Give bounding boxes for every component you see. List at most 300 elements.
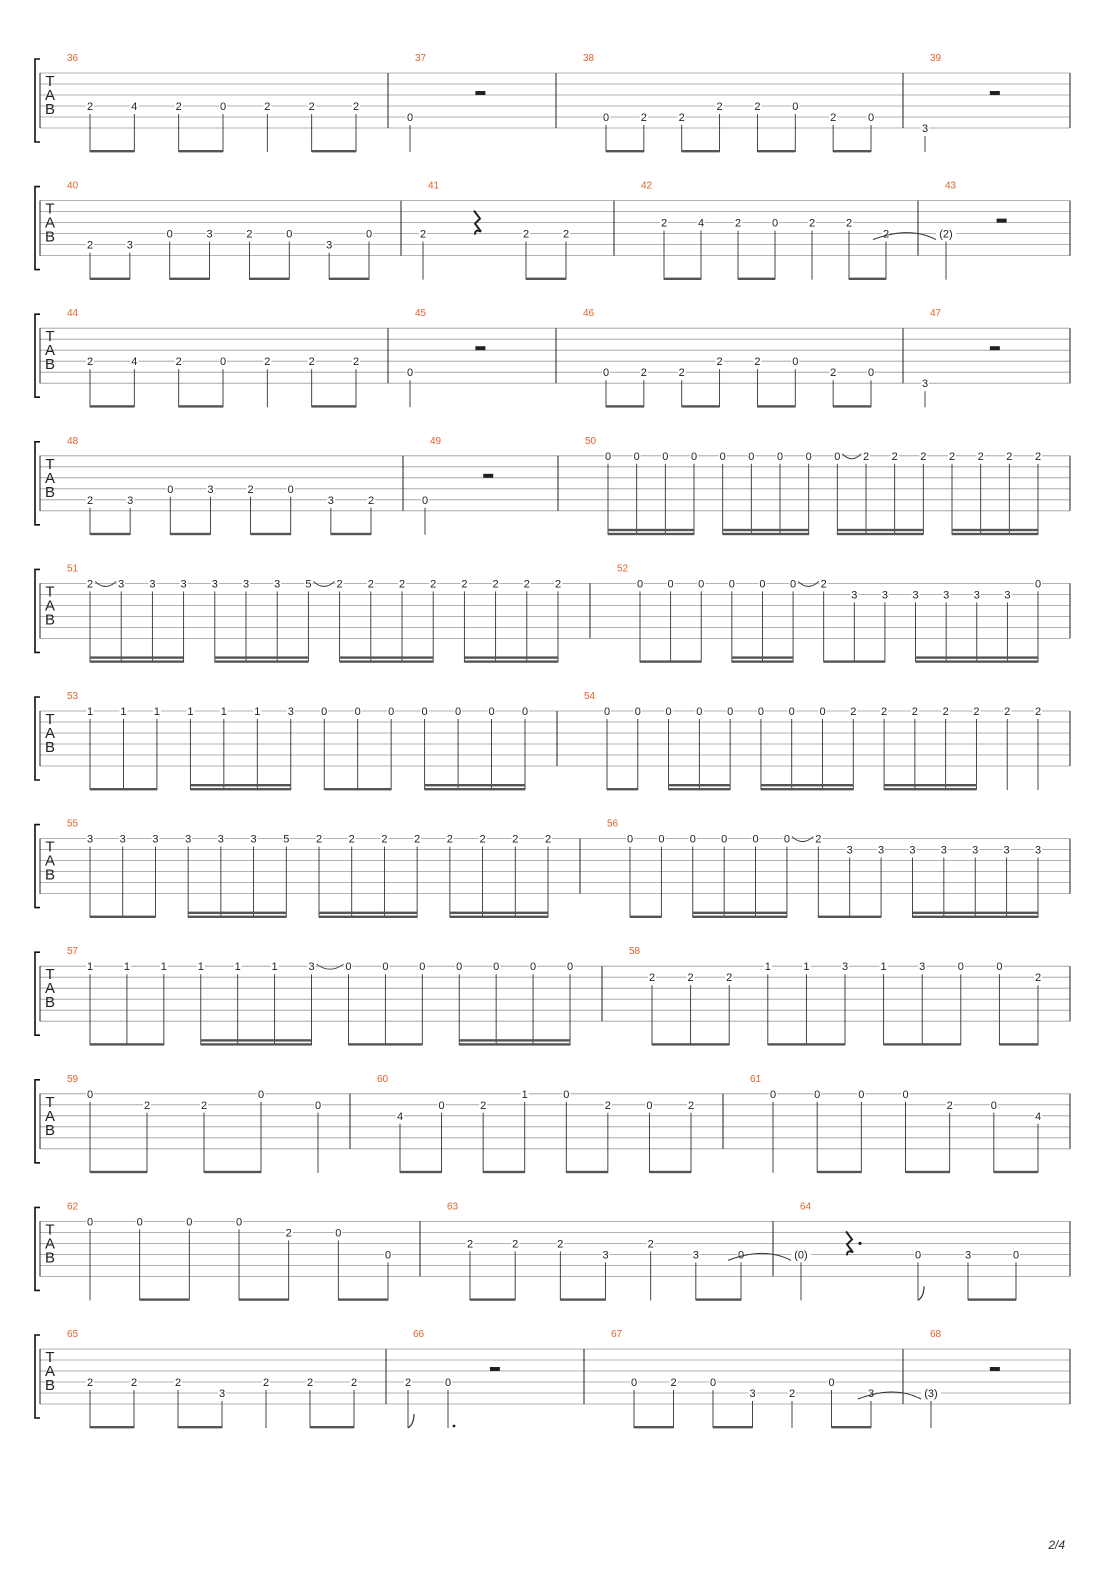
fret-number: 2 <box>604 1099 611 1112</box>
fret-number: 2 <box>523 578 530 591</box>
beam <box>952 529 1038 531</box>
fret-number: 0 <box>421 706 428 718</box>
tab-note <box>648 971 656 1045</box>
tab-clef-letter: T <box>45 200 55 218</box>
fret-number: 3 <box>749 1388 756 1400</box>
tab-note <box>446 833 454 918</box>
fret-number: 3 <box>326 239 333 252</box>
tab-note <box>479 1099 487 1173</box>
measure-number: 38 <box>583 53 595 64</box>
measure <box>421 436 493 535</box>
tab-note <box>948 450 956 535</box>
beam <box>606 405 644 407</box>
fret-number: 2 <box>308 356 315 369</box>
beam <box>732 656 793 658</box>
measure <box>67 1329 358 1428</box>
tab-note <box>749 1387 757 1428</box>
tab-note <box>271 960 279 1045</box>
tab-note <box>219 100 227 152</box>
system <box>35 1201 1070 1300</box>
tab-note <box>282 833 290 918</box>
fret-number: 0 <box>419 961 426 974</box>
beam <box>249 278 289 280</box>
system <box>35 1074 1070 1173</box>
tab-note <box>908 844 916 918</box>
fret-number: 0 <box>493 961 500 974</box>
measure-number: 46 <box>583 308 595 320</box>
tab-note <box>647 1237 655 1300</box>
beam <box>170 278 210 280</box>
tab-note <box>86 355 94 407</box>
tab-note <box>488 705 496 790</box>
tab-note <box>720 833 728 918</box>
measure-number: 39 <box>930 53 942 64</box>
fret-number: 0 <box>219 101 227 113</box>
tab-note <box>977 450 985 535</box>
fret-number: 2 <box>308 101 315 113</box>
fret-number: 0 <box>287 483 294 496</box>
measure-number: 43 <box>945 180 957 192</box>
beam <box>90 660 184 662</box>
fret-number: 3 <box>180 578 187 591</box>
beam <box>450 912 548 914</box>
tab-note <box>788 1387 796 1428</box>
measure <box>447 1201 745 1300</box>
beam <box>319 916 417 918</box>
beam <box>761 788 853 790</box>
tab-note <box>566 960 574 1045</box>
rest-dot <box>858 1242 861 1245</box>
tab-note <box>828 1376 836 1428</box>
tab-note <box>1034 1110 1042 1173</box>
tab-note <box>881 588 889 662</box>
beam <box>331 533 371 535</box>
fret-number: 1 <box>86 706 94 718</box>
tab-note <box>833 450 841 535</box>
fret-number: 2 <box>264 101 271 113</box>
tab-note <box>454 705 462 790</box>
tab-note <box>130 100 138 152</box>
fret-number: 2 <box>830 367 837 380</box>
fret-number: 0 <box>867 367 875 380</box>
fret-number: 3 <box>118 578 125 591</box>
beam <box>425 784 525 786</box>
fret-number: 2 <box>336 578 343 591</box>
beam <box>640 660 701 662</box>
fret-number: 2 <box>352 356 360 369</box>
beam <box>204 1171 261 1173</box>
measure-number: 45 <box>415 308 427 320</box>
fret-number: 2 <box>367 494 375 507</box>
beam <box>669 788 731 790</box>
tab-note <box>820 577 828 662</box>
tab-note <box>175 355 183 407</box>
beam <box>188 912 286 914</box>
fret-number: 2 <box>1006 450 1013 463</box>
measure <box>404 1329 500 1428</box>
tab-note <box>633 450 641 535</box>
fret-number: 3 <box>287 706 294 718</box>
beam <box>324 788 391 790</box>
fret-number: 2 <box>480 1099 487 1112</box>
tab-note <box>438 1099 446 1173</box>
fret-number: 2 <box>734 217 742 230</box>
tab-note <box>940 844 948 918</box>
beam <box>450 916 548 918</box>
tab-clef-letter: T <box>45 1349 55 1366</box>
fret-number: 0 <box>488 706 495 718</box>
tab-note <box>285 228 293 280</box>
system-bracket <box>35 442 40 525</box>
tab-note <box>602 1248 610 1300</box>
tab-note <box>86 833 94 918</box>
beam <box>470 1298 515 1300</box>
measure <box>67 1201 392 1300</box>
tab-note <box>235 1215 243 1300</box>
measure-number: 56 <box>607 818 619 830</box>
beam <box>837 533 923 535</box>
beam <box>833 405 871 407</box>
tab-clef-letter: B <box>44 228 56 246</box>
tab-note <box>166 483 174 535</box>
tab-note <box>946 1099 954 1173</box>
fret-number: 2 <box>285 1227 292 1240</box>
tab-note <box>995 960 1003 1045</box>
beam <box>215 660 309 662</box>
fret-number: 0 <box>219 356 227 369</box>
fret-number: 2 <box>512 1238 519 1251</box>
tab-note <box>262 1376 270 1428</box>
fret-number: 5 <box>305 578 312 591</box>
fret-number: 2 <box>754 101 761 113</box>
tab-clef-letter: B <box>44 1249 56 1267</box>
tab-note <box>845 217 853 280</box>
beam <box>723 533 809 535</box>
beam <box>464 656 558 658</box>
fret-number: 2 <box>670 1377 677 1389</box>
fret-number: 3 <box>1034 844 1042 857</box>
tab-note <box>185 1215 193 1300</box>
fret-number: 1 <box>197 961 204 974</box>
fret-number: 0 <box>321 706 328 718</box>
beam <box>669 784 731 786</box>
tab-note <box>805 450 813 535</box>
beam <box>664 278 701 280</box>
tab-note <box>862 450 870 535</box>
beam <box>90 405 134 407</box>
tab-note <box>697 217 705 280</box>
tab-clef-letter: B <box>44 611 56 629</box>
fret-number: 2 <box>479 833 486 846</box>
tab-note <box>626 833 634 918</box>
measure <box>419 181 570 280</box>
tab-note <box>562 1088 570 1173</box>
beam <box>90 1426 134 1428</box>
fret-number: 2 <box>86 239 94 252</box>
fret-number: 0 <box>388 706 395 718</box>
fret-number: 0 <box>667 578 674 591</box>
tab-note <box>479 833 487 918</box>
tab-clef-letter: A <box>44 1235 56 1253</box>
fret-number: 2 <box>381 833 388 846</box>
measure <box>584 691 1042 790</box>
beam <box>817 1171 861 1173</box>
tab-note <box>257 1088 265 1173</box>
measure <box>377 1074 695 1173</box>
tab-note <box>1003 588 1011 662</box>
measure-number: 68 <box>930 1329 942 1340</box>
system-bracket <box>35 569 40 652</box>
tab-note <box>753 355 761 407</box>
beam <box>732 660 793 662</box>
measure <box>611 1329 875 1428</box>
fret-number: 2 <box>845 217 853 230</box>
tab-note <box>921 122 929 152</box>
tab-note <box>726 705 734 790</box>
tab-note <box>556 1237 564 1300</box>
tab-note <box>381 960 389 1045</box>
tab-clef-letter: A <box>44 852 56 870</box>
fret-number: 2 <box>891 450 898 463</box>
fret-number: 0 <box>902 1088 909 1101</box>
tab-note <box>380 833 388 918</box>
fret-number: 0 <box>776 450 784 463</box>
fret-number: 2 <box>315 833 323 846</box>
half-rest <box>990 1367 1000 1371</box>
fret-number: 2 <box>86 494 94 507</box>
tab-note <box>728 577 736 662</box>
fret-number: 2 <box>175 356 182 369</box>
tab-note <box>936 228 956 280</box>
fret-number: (2) <box>939 228 953 241</box>
tab-note <box>521 1088 529 1173</box>
fret-number: 0 <box>286 228 293 241</box>
tab-note <box>86 1215 94 1300</box>
tab-note <box>285 1226 293 1300</box>
tab-note <box>1012 1248 1020 1300</box>
fret-number: 2 <box>687 972 694 985</box>
measure <box>617 563 1042 662</box>
measure <box>67 563 562 662</box>
tab-note <box>455 960 463 1045</box>
measure <box>641 181 890 280</box>
beam <box>459 1039 570 1041</box>
fret-number: 2 <box>246 228 253 241</box>
fret-number: 2 <box>175 101 182 113</box>
tab-note <box>602 366 610 407</box>
fret-number: 0 <box>662 450 669 463</box>
tab-note <box>287 705 295 790</box>
system-bracket <box>35 825 40 908</box>
beam <box>425 788 525 790</box>
tab-note <box>660 217 668 280</box>
fret-number: 3 <box>841 961 849 974</box>
tab-note <box>492 577 500 662</box>
fret-number: 2 <box>554 578 562 591</box>
fret-number: 2 <box>1004 706 1011 718</box>
fret-number: 0 <box>858 1088 865 1101</box>
system <box>35 53 1070 152</box>
tab-note <box>119 833 127 918</box>
tab-note <box>148 577 156 662</box>
tab-note <box>398 577 406 662</box>
tab-note <box>263 355 271 407</box>
fret-number: 0 <box>792 356 799 369</box>
beam <box>319 912 417 914</box>
fret-number: 3 <box>86 833 94 846</box>
tab-note <box>522 228 530 280</box>
measure-number: 57 <box>67 946 79 958</box>
tab-clef-letter: T <box>45 73 55 90</box>
measure-number: 55 <box>67 818 79 830</box>
fret-number: 0 <box>626 833 634 846</box>
fret-number: 3 <box>217 833 224 846</box>
tab-note <box>218 1387 226 1428</box>
tab-note <box>320 705 328 790</box>
tab-note <box>942 705 950 790</box>
fret-number: 0 <box>384 1249 392 1262</box>
fret-number: 0 <box>406 367 414 380</box>
tab-note <box>352 100 360 152</box>
measure <box>67 691 529 790</box>
tab-note <box>603 705 611 790</box>
beam <box>884 788 976 790</box>
fret-number: 1 <box>254 706 261 718</box>
beam <box>606 150 644 152</box>
measure-number: 62 <box>67 1201 79 1213</box>
tab-note <box>829 111 837 152</box>
measure-number: 41 <box>428 180 440 192</box>
system <box>35 181 1070 280</box>
tab-note <box>466 1237 474 1300</box>
tab-note <box>387 705 395 790</box>
tab-note <box>687 971 695 1045</box>
fret-number: 3 <box>919 961 926 974</box>
fret-number: 2 <box>348 833 355 846</box>
measure-number: 40 <box>67 180 79 192</box>
beam <box>837 529 923 531</box>
beam <box>768 1043 845 1045</box>
half-rest <box>490 1367 500 1371</box>
tab-note <box>867 111 875 152</box>
fret-number: 2 <box>86 578 94 591</box>
tab-note <box>636 577 644 662</box>
tab-note <box>758 577 766 662</box>
fret-number: 2 <box>522 228 530 241</box>
fret-number: 2 <box>788 1388 796 1400</box>
fret-number: 3 <box>242 578 250 591</box>
measure-number: 48 <box>67 435 79 447</box>
fret-number: 3 <box>149 578 156 591</box>
fret-number: 0 <box>834 450 841 463</box>
tab-clef-letter: T <box>45 838 55 856</box>
fret-number: 0 <box>634 706 641 718</box>
fret-number: 2 <box>86 101 94 113</box>
tab-note <box>791 100 799 152</box>
beam <box>340 656 434 658</box>
tab-note <box>1005 450 1013 535</box>
measure-number: 52 <box>617 563 629 575</box>
tab-note <box>253 705 261 790</box>
fret-number: 2 <box>678 112 685 124</box>
slur <box>792 837 813 842</box>
fret-number: 0 <box>709 1377 717 1389</box>
fret-number: 0 <box>136 1216 143 1229</box>
beam <box>188 916 286 918</box>
measure-number: 42 <box>641 180 653 192</box>
fret-number: 0 <box>603 706 611 718</box>
tab-note <box>429 577 437 662</box>
fret-number: 3 <box>602 1249 609 1262</box>
fret-number: 1 <box>271 961 278 974</box>
tab-note <box>86 960 94 1045</box>
fret-number: 2 <box>419 228 427 241</box>
tab-note <box>273 577 281 662</box>
tab-note <box>918 960 926 1045</box>
tab-note <box>174 1376 182 1428</box>
fret-number: 2 <box>466 1238 474 1251</box>
measure-number: 67 <box>611 1329 623 1340</box>
fret-number: 0 <box>257 1088 265 1101</box>
fret-number: 4 <box>697 217 705 230</box>
tab-clef-letter: B <box>44 356 56 374</box>
tab-note <box>942 588 950 662</box>
tab-clef-letter: A <box>44 1363 56 1380</box>
tab-note <box>1003 844 1011 918</box>
tab-clef-letter: A <box>44 597 56 615</box>
beam <box>916 660 1038 662</box>
tab-clef-letter: T <box>45 711 55 728</box>
tab-note <box>973 588 981 662</box>
system-bracket <box>35 697 40 780</box>
measure-number: 36 <box>67 53 79 64</box>
fret-number: 0 <box>737 1249 745 1262</box>
beam <box>696 1298 741 1300</box>
fret-number: 0 <box>783 833 790 846</box>
measure-number: 37 <box>415 53 427 64</box>
beam <box>90 1171 147 1173</box>
page-number: 2/4 <box>1048 1538 1065 1552</box>
fret-number: 3 <box>912 589 919 602</box>
tab-note <box>184 833 192 918</box>
tab-note <box>867 366 875 407</box>
tab-note <box>406 366 414 407</box>
beam <box>994 1171 1038 1173</box>
slur <box>798 581 819 586</box>
tab-note <box>304 577 312 662</box>
beam <box>190 788 290 790</box>
fret-number: 2 <box>716 101 723 113</box>
beam <box>608 529 694 531</box>
tab-note <box>306 1376 314 1428</box>
tab-note <box>791 1248 811 1300</box>
fret-number: 1 <box>880 961 887 974</box>
measure <box>67 946 574 1045</box>
beam <box>968 1298 1016 1300</box>
fret-number: 3 <box>127 494 134 507</box>
fret-number: 2 <box>647 1238 654 1251</box>
fret-number: 0 <box>792 101 799 113</box>
fret-number: 3 <box>206 228 213 241</box>
fret-number: 0 <box>914 1249 922 1262</box>
fret-number: 4 <box>396 1110 404 1123</box>
tab-note <box>234 960 242 1045</box>
tab-note <box>352 355 360 407</box>
beam <box>201 1039 312 1041</box>
beam <box>251 533 291 535</box>
tab-note <box>348 833 356 918</box>
fret-number: 0 <box>335 1227 342 1240</box>
